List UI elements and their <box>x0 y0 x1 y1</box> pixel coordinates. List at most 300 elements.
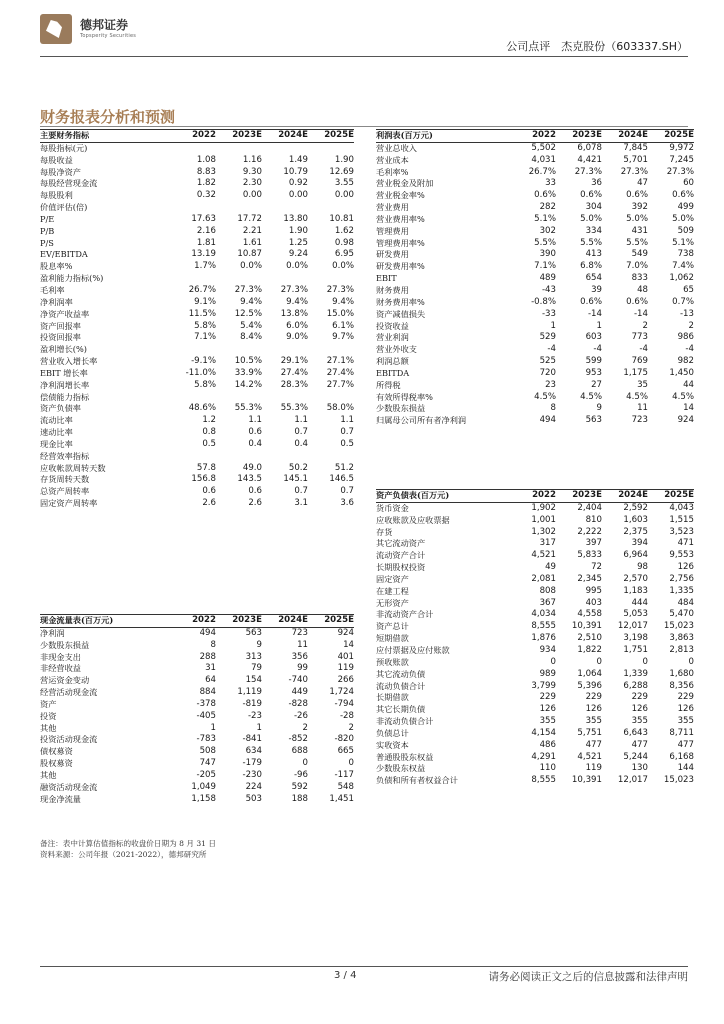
cell-value: 2,404 <box>577 502 602 513</box>
cell-value: 1 <box>596 320 602 331</box>
cell-value: 10.81 <box>329 213 354 224</box>
cell-value: 26.7% <box>528 166 556 177</box>
table-row <box>40 321 354 333</box>
cell-value: 4.5% <box>672 391 694 402</box>
cell-value: 6,078 <box>577 142 602 153</box>
cell-value: 6.8% <box>580 261 602 272</box>
cell-value: 654 <box>585 273 602 284</box>
cell-value: 8,555 <box>531 775 556 786</box>
table-row <box>376 190 694 202</box>
row-label: 速动比率 <box>40 427 73 438</box>
table-row <box>376 403 694 415</box>
cell-value: 5,833 <box>577 550 602 561</box>
table-row <box>40 249 354 261</box>
row-label: 毛利率% <box>376 166 409 177</box>
cell-value: 0.7% <box>672 296 694 307</box>
cell-value: 313 <box>245 651 262 662</box>
table-row <box>376 261 694 273</box>
cell-value: 44 <box>683 379 694 390</box>
cell-value: 11.5% <box>188 308 216 319</box>
cell-value: 5.8% <box>194 379 216 390</box>
cell-value: -794 <box>334 698 354 709</box>
table-row <box>40 356 354 368</box>
row-label: 短期借款 <box>376 633 409 644</box>
table-row <box>376 681 694 693</box>
cell-value: 0.7 <box>340 427 354 438</box>
cell-value: 229 <box>585 692 602 703</box>
cell-value: 982 <box>677 356 694 367</box>
cell-value: 1.7% <box>194 261 216 272</box>
row-label: 管理费用率% <box>376 237 425 248</box>
cell-value: -820 <box>334 734 354 745</box>
cell-value: 953 <box>585 367 602 378</box>
row-label: 货币资金 <box>376 502 409 513</box>
cell-value: 5,244 <box>623 751 648 762</box>
cell-value: 146.5 <box>329 474 354 485</box>
cell-value: -14 <box>633 308 648 319</box>
cell-value: 3.55 <box>334 178 354 189</box>
cell-value: 2 <box>688 320 694 331</box>
cell-value: 8,711 <box>669 727 694 738</box>
row-label: 长期借款 <box>376 692 409 703</box>
cell-value: 2,570 <box>623 573 648 584</box>
cell-value: 27.4% <box>326 367 354 378</box>
cell-value: 1,175 <box>623 367 648 378</box>
cell-value: 9.7% <box>332 332 354 343</box>
cell-value: 7.1% <box>534 261 556 272</box>
row-label: 每股经营现金流 <box>40 178 98 189</box>
cell-value: 489 <box>539 273 556 284</box>
cell-value: 7.4% <box>672 261 694 272</box>
cell-value: 36 <box>591 178 602 189</box>
cell-value: 55.3% <box>280 403 308 414</box>
cell-value: 7.0% <box>626 261 648 272</box>
cell-value: 0.6 <box>202 486 216 497</box>
header-divider <box>40 56 688 57</box>
cell-value: 12,017 <box>617 775 648 786</box>
cell-value: 1,603 <box>623 514 648 525</box>
cell-value: 2.6 <box>202 498 216 509</box>
cell-value: 1.1 <box>294 415 308 426</box>
cell-value: 1.25 <box>288 237 308 248</box>
cell-value <box>170 202 216 214</box>
cell-value: 477 <box>631 739 648 750</box>
cell-value: 477 <box>677 739 694 750</box>
table-row <box>40 226 354 238</box>
cell-value: 0.7 <box>340 486 354 497</box>
table-row <box>40 190 354 202</box>
cell-value: 1,339 <box>623 668 648 679</box>
cell-value: 99 <box>297 663 308 674</box>
cell-value: 1 <box>256 722 262 733</box>
cell-value: 4,043 <box>669 502 694 513</box>
cell-value <box>308 344 354 356</box>
cell-value: 986 <box>677 332 694 343</box>
cell-value: -23 <box>247 710 262 721</box>
cell-value: 4,521 <box>531 550 556 561</box>
cell-value: 4,291 <box>531 751 556 762</box>
cell-value: -405 <box>196 710 216 721</box>
table-row <box>376 249 694 261</box>
table-row <box>40 202 354 214</box>
row-label: 利润总额 <box>376 356 409 367</box>
cell-value: 27.3% <box>280 284 308 295</box>
cell-value: 486 <box>539 739 556 750</box>
table-row <box>376 309 694 321</box>
cell-value <box>170 344 216 356</box>
table-row <box>376 238 694 250</box>
cell-value: -819 <box>242 698 262 709</box>
table-row <box>40 273 354 285</box>
cell-value: 403 <box>585 597 602 608</box>
table-row <box>40 640 354 652</box>
table-row <box>40 309 354 321</box>
page-header <box>40 14 688 54</box>
cell-value: 8,555 <box>531 621 556 632</box>
cell-value: 9,553 <box>669 550 694 561</box>
cell-value: 723 <box>631 415 648 426</box>
cell-value: 5,502 <box>531 142 556 153</box>
row-label: EBIT 增长率 <box>40 367 88 378</box>
row-label: 非经营收益 <box>40 663 81 674</box>
cell-value: 10,391 <box>571 621 602 632</box>
cell-value: 126 <box>677 562 694 573</box>
cell-value: 27.3% <box>234 284 262 295</box>
row-label: 其它长期负债 <box>376 704 426 715</box>
cell-value: 17.72 <box>237 213 262 224</box>
table-row <box>376 657 694 669</box>
cell-value: 449 <box>291 687 308 698</box>
cell-value: 0.6% <box>580 190 602 201</box>
cell-value: -841 <box>242 734 262 745</box>
cell-value: 1.08 <box>196 154 216 165</box>
row-label: 其它流动资产 <box>376 538 426 549</box>
cell-value: 9,972 <box>669 142 694 153</box>
cell-value: 8 <box>210 639 216 650</box>
cell-value: 4,558 <box>577 609 602 620</box>
table-row <box>40 297 354 309</box>
table-row <box>376 392 694 404</box>
table-row <box>376 214 694 226</box>
cell-value: 2025E <box>308 130 354 143</box>
cell-value: -378 <box>196 698 216 709</box>
table-header-row <box>376 490 694 503</box>
cell-value: 355 <box>631 716 648 727</box>
row-label: 实收资本 <box>376 739 409 750</box>
table-row <box>376 716 694 728</box>
cell-value: 2 <box>642 320 648 331</box>
cell-value: 1,515 <box>669 514 694 525</box>
row-label: 少数股东损益 <box>376 403 426 414</box>
table-row <box>376 415 694 427</box>
cell-value: 525 <box>539 356 556 367</box>
cell-value: 14.2% <box>234 379 262 390</box>
cell-value: 2,222 <box>577 526 602 537</box>
cell-value: 1,751 <box>623 644 648 655</box>
table-row <box>376 167 694 179</box>
cell-value: 0.6 <box>248 427 262 438</box>
row-label: EV/EBITDA <box>40 249 88 260</box>
row-label: 固定资产周转率 <box>40 498 98 509</box>
cell-value <box>216 202 262 214</box>
cell-value: 4,154 <box>531 727 556 738</box>
table-row <box>376 763 694 775</box>
row-label: 营业外收支 <box>376 344 417 355</box>
cell-value: 2024E <box>602 490 648 503</box>
cell-value: 769 <box>631 356 648 367</box>
cell-value <box>170 273 216 285</box>
row-label: 存货 <box>376 526 393 537</box>
cell-value: 2 <box>302 722 308 733</box>
cell-value: 2023E <box>216 615 262 628</box>
cell-value: 2023E <box>216 130 262 143</box>
row-label: 债权募资 <box>40 746 73 757</box>
table-row <box>376 752 694 764</box>
cell-value: 1.1 <box>340 415 354 426</box>
cell-value: 477 <box>585 739 602 750</box>
cell-value: 144 <box>677 763 694 774</box>
cell-value: 65 <box>683 284 694 295</box>
row-label: 每股净资产 <box>40 166 81 177</box>
table-row <box>376 550 694 562</box>
row-label: 应付票据及应付账款 <box>376 644 450 655</box>
cell-value: 8.83 <box>196 166 216 177</box>
cell-value: -13 <box>679 308 694 319</box>
table-row <box>40 415 354 427</box>
cell-value: 924 <box>677 415 694 426</box>
cell-value: 8.4% <box>240 332 262 343</box>
table-row <box>40 214 354 226</box>
table-row <box>40 794 354 806</box>
row-label: 流动负债合计 <box>376 680 426 691</box>
row-label: 净利润 <box>40 627 65 638</box>
cell-value: 0.7 <box>294 427 308 438</box>
row-label: 偿债能力指标 <box>40 391 90 402</box>
cell-value: 0.7 <box>294 486 308 497</box>
cell-value: 548 <box>337 781 354 792</box>
row-label: 营业成本 <box>376 154 409 165</box>
cell-value: 2022 <box>170 615 216 628</box>
cell-value: 6.0% <box>286 320 308 331</box>
cell-value: 509 <box>677 225 694 236</box>
cell-value: 55.3% <box>234 403 262 414</box>
cell-value: 603 <box>585 332 602 343</box>
note-valuation-date: 备注：表中计算估值指标的收盘价日期为 8 月 31 日 <box>40 839 217 848</box>
cell-value: 0.8 <box>202 427 216 438</box>
table-header-row <box>376 130 694 143</box>
cell-value: 390 <box>539 249 556 260</box>
row-label: 流动资产合计 <box>376 550 426 561</box>
cell-value: -14 <box>587 308 602 319</box>
cell-value: 401 <box>337 651 354 662</box>
cell-value: 0.0% <box>240 261 262 272</box>
row-label: 股权募资 <box>40 758 73 769</box>
row-label: 营业费用率% <box>376 213 425 224</box>
cell-value: 27.3% <box>574 166 602 177</box>
row-label: 财务费用 <box>376 284 409 295</box>
cell-value: 0.4 <box>248 438 262 449</box>
row-label: 存货周转天数 <box>40 474 90 485</box>
cell-value: 2023E <box>556 130 602 143</box>
table-row <box>40 474 354 486</box>
cell-value: 229 <box>631 692 648 703</box>
cell-value: 4.5% <box>580 391 602 402</box>
table-row <box>376 515 694 527</box>
cell-value: 35 <box>637 379 648 390</box>
cell-value <box>216 392 262 404</box>
row-label: 长期股权投资 <box>376 562 426 573</box>
cell-value: 143.5 <box>237 474 262 485</box>
cell-value: 229 <box>539 692 556 703</box>
table-row <box>376 202 694 214</box>
cell-value: 431 <box>631 225 648 236</box>
cell-value: 27.4% <box>280 367 308 378</box>
cell-value <box>216 344 262 356</box>
cell-value: 0.98 <box>334 237 354 248</box>
cell-value <box>262 273 308 285</box>
cell-value <box>308 273 354 285</box>
cell-value: -28 <box>339 710 354 721</box>
cell-value: 1,062 <box>669 273 694 284</box>
cell-value: 4,521 <box>577 751 602 762</box>
table-notes <box>40 838 216 860</box>
cell-value: 1,902 <box>531 502 556 513</box>
cell-value: 0.6% <box>672 190 694 201</box>
cell-value: 0.6% <box>626 296 648 307</box>
cell-value: -205 <box>196 769 216 780</box>
cell-value: 1,119 <box>237 687 262 698</box>
row-label: 净利润率 <box>40 296 73 307</box>
table-row <box>40 451 354 463</box>
cell-value: 924 <box>337 627 354 638</box>
cell-value: 27 <box>591 379 602 390</box>
page-title: 财务报表分析和预测 <box>40 108 176 126</box>
cell-value: -179 <box>242 758 262 769</box>
table-row <box>376 502 694 514</box>
indicators-table <box>40 129 354 510</box>
row-label: 应收账款及应收票据 <box>376 514 450 525</box>
cell-value: 2025E <box>648 130 694 143</box>
cell-value: 26.7% <box>188 284 216 295</box>
cell-value: 1,302 <box>531 526 556 537</box>
cell-value: 0 <box>642 656 648 667</box>
cell-value: 15,023 <box>663 775 694 786</box>
table-row <box>376 669 694 681</box>
cell-value: 126 <box>631 704 648 715</box>
logo-name-en: Topsperity Securities <box>80 33 137 39</box>
cell-value: 3,523 <box>669 526 694 537</box>
row-label: 管理费用 <box>376 225 409 236</box>
cell-value: 12,017 <box>617 621 648 632</box>
cell-value: 494 <box>199 627 216 638</box>
cell-value: 27.1% <box>326 356 354 367</box>
table-row <box>40 142 354 154</box>
cell-value: 444 <box>631 597 648 608</box>
table-row <box>376 598 694 610</box>
cell-value: 1.49 <box>288 154 308 165</box>
cell-value: 5.4% <box>240 320 262 331</box>
cell-value: 503 <box>245 793 262 804</box>
cell-value: -740 <box>288 675 308 686</box>
cell-value: 4.5% <box>534 391 556 402</box>
row-label: 所得税 <box>376 379 401 390</box>
table-row <box>376 273 694 285</box>
row-label: 营运资金变动 <box>40 675 90 686</box>
cell-value: 355 <box>539 716 556 727</box>
table-row <box>376 740 694 752</box>
row-label: 归属母公司所有者净利润 <box>376 415 467 426</box>
table-row <box>376 574 694 586</box>
cell-value: 47 <box>637 178 648 189</box>
cell-value: 154 <box>245 675 262 686</box>
cell-value: 0 <box>688 656 694 667</box>
row-label: 投资活动现金流 <box>40 734 98 745</box>
cell-value: 0.4 <box>294 438 308 449</box>
cell-value: 57.8 <box>196 462 216 473</box>
row-label: 营业费用 <box>376 202 409 213</box>
cell-value: 334 <box>585 225 602 236</box>
cell-value: 5,396 <box>577 680 602 691</box>
cell-value: 2022 <box>510 490 556 503</box>
cell-value: 5.5% <box>534 237 556 248</box>
cell-value: 0.32 <box>196 190 216 201</box>
row-label: 净利润增长率 <box>40 379 90 390</box>
cell-value: 3.1 <box>294 498 308 509</box>
cell-value: 13.8% <box>280 308 308 319</box>
cell-value: 1,451 <box>329 793 354 804</box>
table-row <box>40 675 354 687</box>
row-label: 少数股东损益 <box>40 639 90 650</box>
row-label: 预收账款 <box>376 656 409 667</box>
cell-value: 7,245 <box>669 154 694 165</box>
cell-value: 39 <box>591 284 602 295</box>
table-row <box>40 734 354 746</box>
cell-value: 126 <box>585 704 602 715</box>
row-label: 其他 <box>40 722 57 733</box>
cell-value: 48.6% <box>188 403 216 414</box>
cell-value: -43 <box>541 284 556 295</box>
cell-value <box>308 142 354 154</box>
cell-value: 884 <box>199 687 216 698</box>
table-row <box>376 368 694 380</box>
cell-value: 563 <box>245 627 262 638</box>
table-row <box>376 178 694 190</box>
logo-icon <box>40 14 72 44</box>
cell-value: 1.82 <box>196 178 216 189</box>
cell-value: 808 <box>539 585 556 596</box>
cell-value: 29.1% <box>280 356 308 367</box>
cashflow-table <box>40 614 354 806</box>
row-label: 营业收入增长率 <box>40 356 98 367</box>
cell-value: 2 <box>348 722 354 733</box>
cell-value: 934 <box>539 644 556 655</box>
cell-value: 1,335 <box>669 585 694 596</box>
table-header-row <box>40 130 354 143</box>
row-label: 盈利能力指标(%) <box>40 273 104 284</box>
cell-value: 810 <box>585 514 602 525</box>
row-label: 主要财务指标 <box>40 130 170 143</box>
cell-value: 471 <box>677 538 694 549</box>
cell-value: 8,356 <box>669 680 694 691</box>
cell-value <box>262 344 308 356</box>
cell-value: 5.1% <box>672 237 694 248</box>
title-divider <box>40 126 688 127</box>
cell-value: 58.0% <box>326 403 354 414</box>
cell-value: 10.87 <box>237 249 262 260</box>
cell-value: 0.6% <box>534 190 556 201</box>
table-row <box>40 652 354 664</box>
cell-value: 367 <box>539 597 556 608</box>
